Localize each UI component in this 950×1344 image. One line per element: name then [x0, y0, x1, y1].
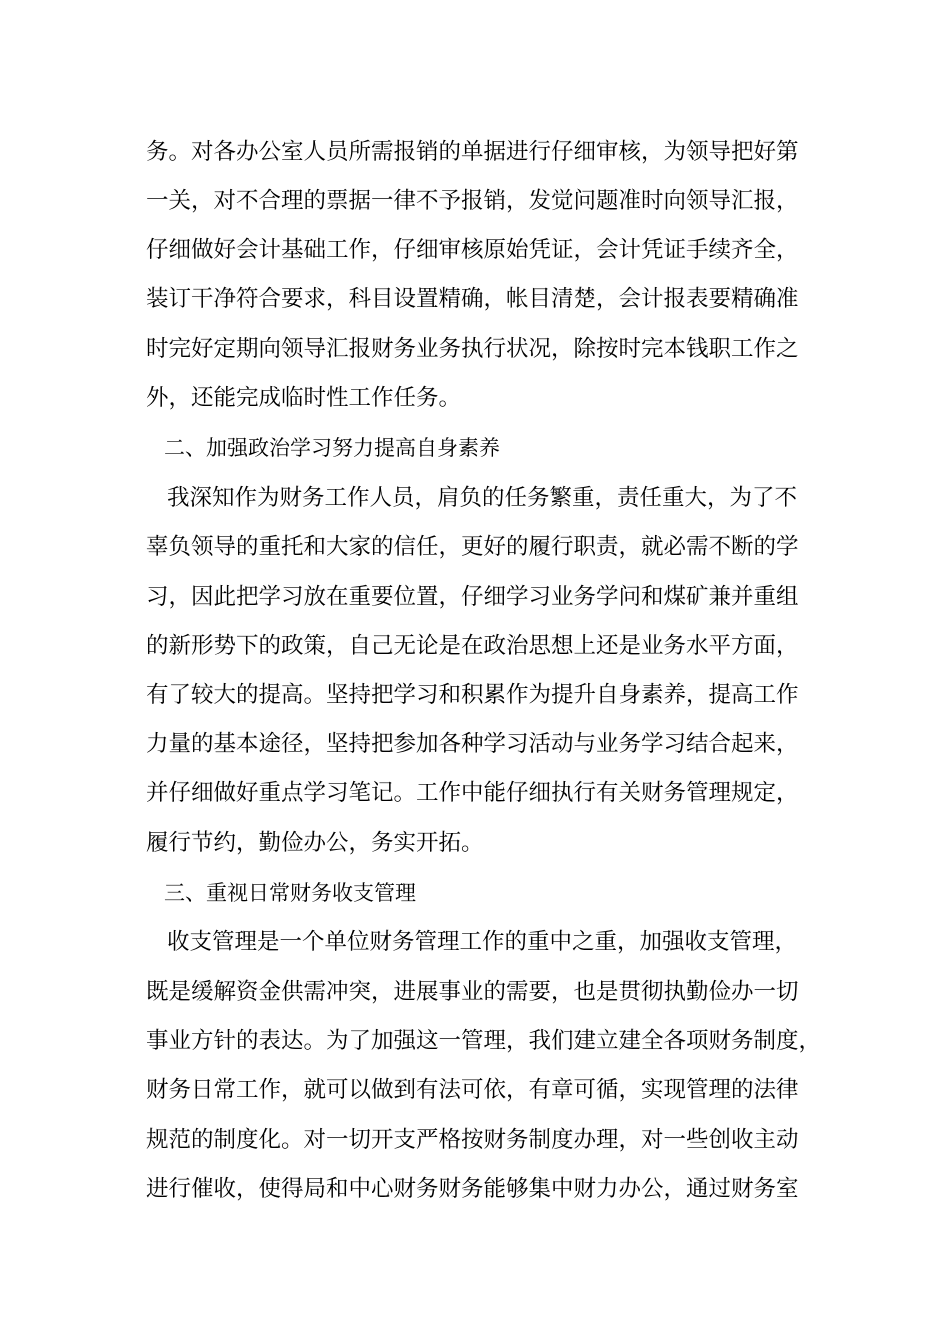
body-text-line: 财务日常工作，就可以做到有法可依，有章可循，实现管理的法律 — [146, 1077, 799, 1103]
body-text-line: 既是缓解资金供需冲突，进展事业的需要，也是贯彻执勤俭办一切 — [146, 979, 799, 1005]
body-text-line: 履行节约，勤俭办公，务实开拓。 — [146, 830, 484, 856]
body-text-line: 装订干净符合要求，科目设置精确，帐目清楚，会计报表要精确准 — [146, 286, 799, 312]
body-text-line: 并仔细做好重点学习笔记。工作中能仔细执行有关财务管理规定， — [146, 780, 799, 806]
body-text-line: 仔细做好会计基础工作，仔细审核原始凭证，会计凭证手续齐全， — [146, 237, 799, 263]
section-heading: 三、重视日常财务收支管理 — [164, 881, 416, 905]
body-text-line: 的新形势下的政策，自己无论是在政治思想上还是业务水平方面， — [146, 633, 799, 659]
body-text-line: 有了较大的提高。坚持把学习和积累作为提升自身素养，提高工作 — [146, 682, 799, 708]
section-heading: 二、加强政治学习努力提高自身素养 — [164, 436, 500, 460]
body-text-line: 务。对各办公室人员所需报销的单据进行仔细审核，为领导把好第 — [146, 139, 799, 165]
body-text-line: 辜负领导的重托和大家的信任，更好的履行职责，就必需不断的学 — [146, 534, 799, 560]
body-text-line: 规范的制度化。对一切开支严格按财务制度办理，对一些创收主动 — [146, 1127, 799, 1153]
body-text-line: 习，因此把学习放在重要位置，仔细学习业务学问和煤矿兼并重组 — [146, 584, 799, 610]
body-text-line: 事业方针的表达。为了加强这一管理，我们建立建全各项财务制度， — [146, 1028, 822, 1054]
body-text-line: 一关，对不合理的票据一律不予报销，发觉问题准时向领导汇报， — [146, 188, 799, 214]
body-text-line: 外，还能完成临时性工作任务。 — [146, 385, 462, 411]
body-text-line: 我深知作为财务工作人员，肩负的任务繁重，责任重大，为了不 — [167, 485, 798, 511]
body-text-line: 进行催收，使得局和中心财务财务能够集中财力办公，通过财务室 — [146, 1176, 799, 1202]
body-text-line: 时完好定期向领导汇报财务业务执行状况，除按时完本钱职工作之 — [146, 336, 799, 362]
body-text-line: 收支管理是一个单位财务管理工作的重中之重，加强收支管理， — [167, 929, 798, 955]
body-text-line: 力量的基本途径，坚持把参加各种学习活动与业务学习结合起来， — [146, 731, 799, 757]
